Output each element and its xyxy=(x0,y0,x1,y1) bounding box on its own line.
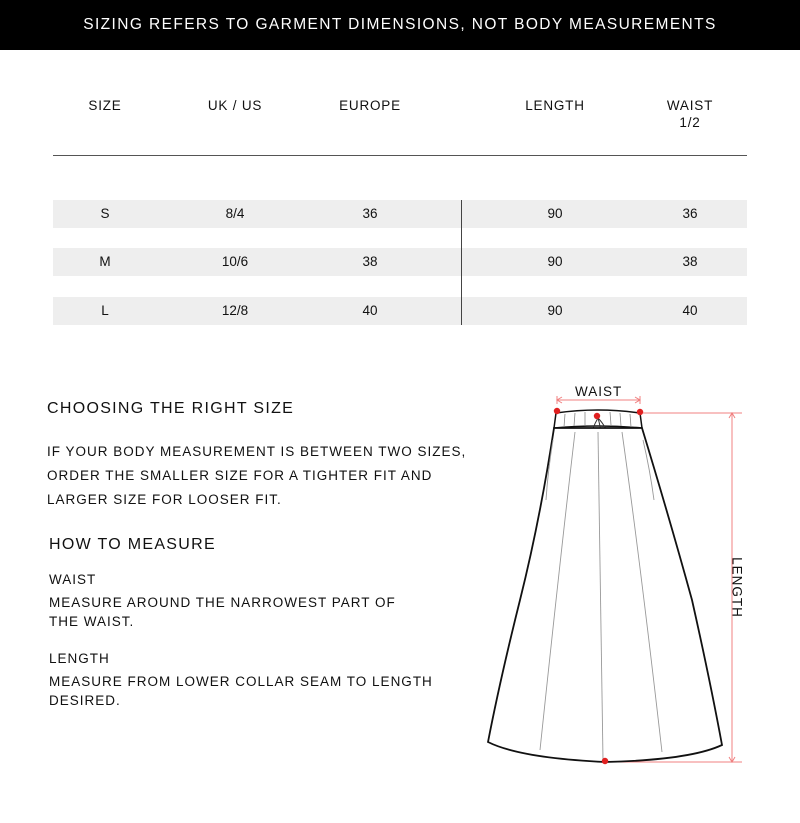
header-waist xyxy=(655,97,725,131)
measure-title: HOW TO MEASURE xyxy=(49,536,216,553)
header-divider xyxy=(53,155,747,156)
waist-center-marker xyxy=(594,413,600,419)
choosing-line-3: LARGER SIZE FOR LOOSER FIT. xyxy=(47,492,282,507)
header-length: LENGTH xyxy=(525,98,585,113)
diagram-waist-label: WAIST xyxy=(575,384,623,399)
cell-europe: 40 xyxy=(362,303,378,318)
header-size: SIZE xyxy=(88,98,122,113)
waist-left-marker xyxy=(554,408,560,414)
length-title: LENGTH xyxy=(49,651,110,666)
cell-waist: 36 xyxy=(682,206,698,221)
cell-size: M xyxy=(99,254,111,269)
header-waist-half: 1/2 xyxy=(679,115,701,130)
cell-uk-us: 8/4 xyxy=(225,206,245,221)
cell-size: S xyxy=(100,206,110,221)
cell-waist: 40 xyxy=(682,303,698,318)
waist-right-marker xyxy=(637,409,643,415)
cell-europe: 38 xyxy=(362,254,378,269)
diagram-length-label: LENGTH xyxy=(729,557,745,618)
choosing-title: CHOOSING THE RIGHT SIZE xyxy=(47,400,295,417)
waist-line-2: THE WAIST. xyxy=(49,614,135,629)
cell-size: L xyxy=(101,303,109,318)
waist-line-1: MEASURE AROUND THE NARROWEST PART OF xyxy=(49,595,396,610)
cell-waist: 38 xyxy=(682,254,698,269)
cell-length: 90 xyxy=(547,303,563,318)
choosing-line-2: ORDER THE SMALLER SIZE FOR A TIGHTER FIT AND xyxy=(47,468,433,483)
skirt-body xyxy=(488,428,722,762)
cell-europe: 36 xyxy=(362,206,378,221)
header-europe: EUROPE xyxy=(339,98,401,113)
table-row xyxy=(53,200,747,228)
skirt-diagram xyxy=(480,370,780,780)
cell-uk-us: 10/6 xyxy=(221,254,249,269)
choosing-line-1: IF YOUR BODY MEASUREMENT IS BETWEEN TWO SIZES, xyxy=(47,444,467,459)
header-waist-label: WAIST xyxy=(666,98,714,113)
header-uk-us: UK / US xyxy=(207,98,263,113)
banner-text: SIZING REFERS TO GARMENT DIMENSIONS, NOT BODY MEASUREMENTS xyxy=(83,16,717,33)
cell-length: 90 xyxy=(547,254,563,269)
waist-title: WAIST xyxy=(49,572,97,587)
table-row xyxy=(53,297,747,325)
length-line-1: MEASURE FROM LOWER COLLAR SEAM TO LENGTH xyxy=(49,674,433,689)
table-row xyxy=(53,248,747,276)
cell-uk-us: 12/8 xyxy=(221,303,249,318)
cell-length: 90 xyxy=(547,206,563,221)
length-line-2: DESIRED. xyxy=(49,693,121,708)
column-divider xyxy=(461,200,462,325)
hem-marker xyxy=(602,758,608,764)
sizing-banner xyxy=(0,0,800,50)
